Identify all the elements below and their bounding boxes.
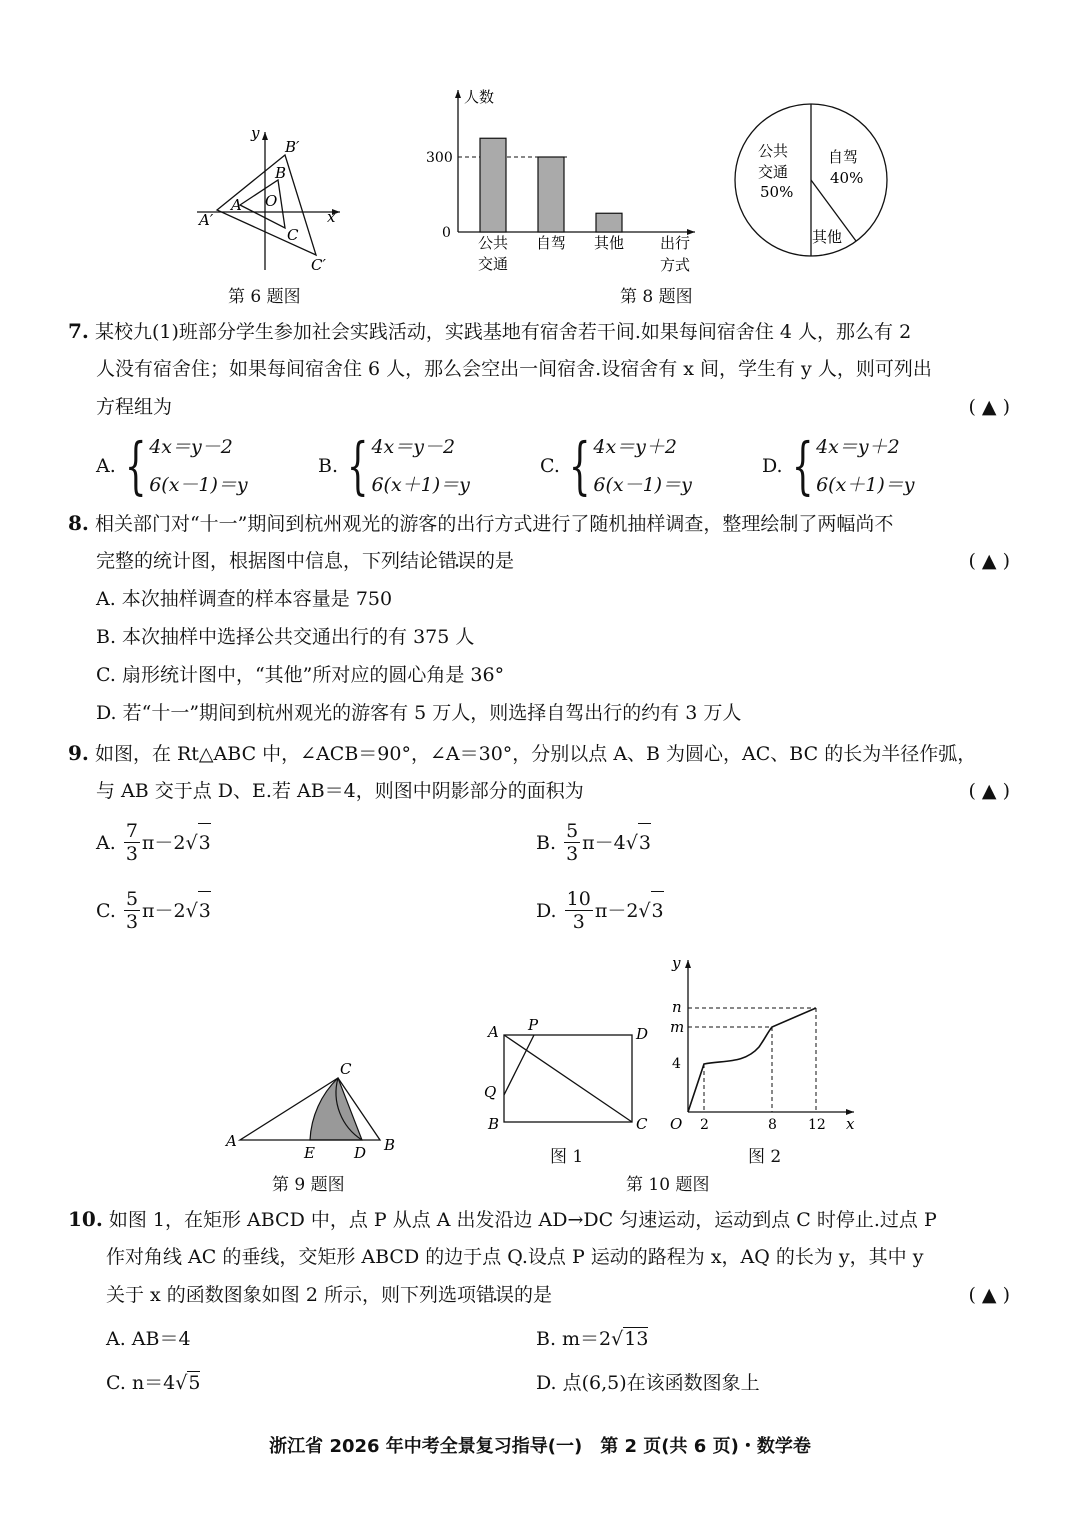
q7-c-eq2: 6(x－1)＝y — [593, 474, 692, 496]
q9-answer-mark: ( ▲ ) — [968, 780, 1010, 802]
sqrt-icon: √ — [175, 1372, 188, 1394]
q8-text-2-em: 错误 — [438, 550, 477, 572]
fig10-caption: 第 10 题图 — [626, 1175, 710, 1195]
q7-text-1: 某校九(1)班部分学生参加社会实践活动，实践基地有宿舍若干间.如果每间宿舍住 4 人，那么有 2 — [94, 321, 912, 343]
q10-option-c[interactable] — [106, 1364, 200, 1402]
bar-ylabel: 人数 — [464, 88, 495, 106]
graph-label-4: 4 — [672, 1056, 681, 1072]
q7-text-3: 方程组为 — [96, 396, 173, 418]
q7-option-a-label: A. — [96, 455, 116, 477]
brace-icon: { — [791, 429, 814, 502]
q9-d-rest: π－2 — [594, 899, 639, 922]
q7-a-eq1: 4x＝y－2 — [149, 436, 233, 458]
q8-line2 — [96, 542, 514, 580]
q9-d-rad: 3 — [651, 891, 664, 930]
brace-icon: { — [346, 429, 369, 502]
fig10-label-D: D — [636, 1025, 649, 1043]
q10-line3 — [106, 1276, 552, 1314]
q7-answer-mark: ( ▲ ) — [968, 396, 1010, 418]
q8-option-b[interactable]: B. 本次抽样中选择公共交通出行的有 375 人 — [96, 626, 475, 648]
q10-option-d[interactable]: D. 点(6,5)在该函数图象上 — [536, 1372, 760, 1394]
q10-text-2: 作对角线 AC 的垂线，交矩形 ABCD 的边于点 Q.设点 P 运动的路程为 x，AQ 的长为 y，其中 y — [106, 1246, 924, 1268]
q7-option-b[interactable] — [318, 428, 540, 504]
q9-option-b[interactable] — [536, 820, 651, 865]
pie-public-2: 交通 — [758, 163, 789, 181]
bar-origin: 0 — [442, 225, 451, 241]
fig10-label-Q: Q — [484, 1083, 497, 1101]
bar-1 — [480, 138, 506, 232]
fig8-caption: 第 8 题图 — [620, 287, 693, 307]
q9-b-num: 5 — [566, 820, 579, 842]
q7-b-eq2: 6(x＋1)＝y — [371, 474, 470, 496]
figure-8-pie-chart — [732, 100, 892, 260]
bar-xlabel-line1: 出行 — [660, 234, 691, 252]
page-footer: 浙江省 2026 年中考全景复习指导(一) 第 2 页(共 6 页)・数学卷 — [269, 1436, 811, 1457]
q9-c-rest: π－2 — [142, 899, 186, 922]
fig9-label-B: B — [384, 1136, 396, 1154]
graph-label-2: 2 — [700, 1117, 709, 1133]
sqrt-icon: √ — [611, 1328, 624, 1350]
sqrt-icon: √ — [625, 831, 638, 854]
fig6-label-y: y — [251, 124, 260, 142]
q9-a-rest: π－2 — [141, 831, 186, 854]
q7-options — [96, 428, 996, 504]
q9-option-c[interactable] — [96, 888, 211, 933]
figure-8-bar-chart — [420, 82, 710, 277]
q10-b-pre: B. m＝2 — [536, 1328, 612, 1350]
q7-b-eq1: 4x＝y－2 — [371, 436, 456, 458]
q10-text-3-em: 错误 — [475, 1284, 514, 1306]
q7-c-eq1: 4x＝y＋2 — [593, 436, 677, 458]
fig10-sub1: 图 1 — [550, 1147, 584, 1167]
q10-text-3-post: 的是 — [513, 1284, 552, 1306]
q9-c-rad: 3 — [198, 891, 211, 930]
pie-self-1: 自驾 — [828, 148, 859, 166]
q9-c-den: 3 — [125, 911, 139, 933]
q9-a-rad: 3 — [198, 823, 211, 862]
brace-icon: { — [124, 429, 147, 502]
q7-line1 — [68, 312, 911, 351]
graph-label-8: 8 — [768, 1117, 777, 1133]
fig6-label-A2: A′ — [199, 211, 214, 229]
fig9-label-E: E — [304, 1144, 315, 1162]
q9-d-label: D. — [536, 899, 557, 922]
bar-category-label-3: 其他 — [594, 234, 625, 252]
q9-c-num: 5 — [125, 888, 139, 910]
q8-number: 8. — [68, 511, 89, 535]
q7-option-d[interactable] — [762, 428, 984, 504]
q9-a-num: 7 — [125, 820, 138, 842]
q9-d-num: 10 — [566, 888, 591, 910]
graph-label-m: m — [670, 1018, 685, 1036]
fig6-label-O: O — [265, 192, 278, 210]
pie-self-pct: 40% — [830, 169, 864, 187]
q10-text-1: 如图 1，在矩形 ABCD 中，点 P 从点 A 出发沿边 AD→DC 匀速运动，运动到点 C 时停止.过点 P — [108, 1209, 937, 1231]
q10-c-rad: 5 — [188, 1372, 201, 1394]
sqrt-icon: √ — [185, 899, 198, 922]
q9-a-label: A. — [96, 831, 116, 854]
q10-number: 10. — [68, 1207, 103, 1231]
sqrt-icon: √ — [185, 831, 198, 854]
fig6-label-B: B — [275, 164, 287, 182]
q10-text-3-pre: 关于 x 的函数图象如图 2 所示，则下列选项 — [106, 1284, 476, 1306]
bar-3 — [596, 213, 622, 232]
fig6-label-B2: B′ — [285, 138, 300, 156]
q9-a-den: 3 — [125, 843, 138, 865]
brace-icon: { — [568, 429, 591, 502]
pie-public-1: 公共 — [758, 142, 789, 160]
q7-option-c-label: C. — [540, 455, 560, 477]
fig10-label-P: P — [528, 1016, 539, 1034]
q10-option-a[interactable]: A. AB＝4 — [106, 1328, 191, 1350]
fig6-label-A: A — [231, 196, 242, 214]
q7-option-c[interactable] — [540, 428, 762, 504]
q8-option-a[interactable]: A. 本次抽样调查的样本容量是 750 — [96, 588, 393, 610]
q7-a-eq2: 6(x－1)＝y — [149, 474, 248, 496]
fig10-label-A: A — [488, 1023, 499, 1041]
q10-answer-mark: ( ▲ ) — [968, 1284, 1010, 1306]
graph-label-n: n — [672, 998, 682, 1016]
q9-b-label: B. — [536, 831, 557, 854]
q9-d-den: 3 — [572, 911, 585, 933]
q7-number: 7. — [68, 319, 89, 343]
fig10-label-B: B — [488, 1115, 500, 1133]
pie-public-pct: 50% — [760, 183, 794, 201]
figure-10-graph — [664, 952, 864, 1137]
q9-b-rest: π－4 — [582, 831, 626, 854]
fig6-label-C2: C′ — [311, 256, 326, 274]
graph-label-x: x — [846, 1115, 855, 1133]
q8-option-d[interactable]: D. 若“十一”期间到杭州观光的游客有 5 万人，则选择自驾出行的约有 3 万人 — [96, 702, 742, 724]
fig6-label-x: x — [327, 208, 336, 226]
q9-number: 9. — [68, 741, 89, 765]
q10-line1 — [68, 1200, 937, 1239]
fig6-label-C: C — [287, 226, 299, 244]
fig9-label-C: C — [340, 1060, 352, 1078]
fig6-caption: 第 6 题图 — [228, 287, 301, 307]
q10-b-rad: 13 — [624, 1328, 649, 1350]
fig9-label-D: D — [354, 1144, 367, 1162]
figure-6 — [185, 120, 355, 280]
q10-c-pre: C. n＝4 — [106, 1372, 176, 1394]
q9-b-rad: 3 — [638, 823, 651, 862]
fig10-label-C: C — [636, 1115, 648, 1133]
sqrt-icon: √ — [638, 899, 651, 922]
bar-2 — [538, 157, 564, 232]
q8-line1 — [68, 504, 893, 543]
q10-option-b[interactable] — [536, 1320, 648, 1358]
q7-option-b-label: B. — [318, 455, 339, 477]
q7-option-d-label: D. — [762, 455, 783, 477]
bar-category-label-1-1: 公共 — [478, 234, 509, 252]
bar-category-label-1-2: 交通 — [478, 255, 509, 273]
q9-b-den: 3 — [566, 843, 579, 865]
bar-ytick-300: 300 — [426, 150, 453, 166]
q7-option-a[interactable] — [96, 428, 318, 504]
q8-text-2-pre: 完整的统计图，根据图中信息，下列结论 — [96, 550, 439, 572]
graph-label-y: y — [672, 954, 681, 972]
figure-10-rectangle — [480, 1015, 655, 1140]
q7-d-eq2: 6(x＋1)＝y — [816, 474, 915, 496]
graph-label-12: 12 — [808, 1117, 826, 1133]
q8-text-1: 相关部门对“十一”期间到杭州观光的游客的出行方式进行了随机抽样调查，整理绘制了两幅尚不 — [94, 513, 894, 535]
q7-d-eq1: 4x＝y＋2 — [816, 436, 900, 458]
graph-label-O: O — [670, 1115, 683, 1133]
q8-text-2-post: 的是 — [476, 550, 515, 572]
bar-category-label-2: 自驾 — [536, 234, 567, 252]
q9-c-label: C. — [96, 899, 116, 922]
pie-other: 其他 — [812, 228, 843, 246]
fig10-sub2: 图 2 — [748, 1147, 782, 1167]
q8-option-c[interactable]: C. 扇形统计图中，“其他”所对应的圆心角是 36° — [96, 664, 505, 686]
bar-xlabel-line2: 方式 — [660, 256, 691, 274]
q9-line1 — [68, 734, 976, 773]
q9-option-a[interactable] — [96, 820, 211, 865]
q7-text-2: 人没有宿舍住；如果每间宿舍住 6 人，那么会空出一间宿舍.设宿舍有 x 间，学生有 y 人，则可列出 — [96, 358, 932, 380]
figure-9 — [220, 1058, 405, 1163]
q9-text-2: 与 AB 交于点 D、E.若 AB＝4，则图中阴影部分的面积为 — [96, 780, 584, 802]
fig9-caption: 第 9 题图 — [272, 1175, 345, 1195]
q8-answer-mark: ( ▲ ) — [968, 550, 1010, 572]
fig9-label-A: A — [226, 1132, 237, 1150]
q9-text-1: 如图，在 Rt△ABC 中，∠ACB＝90°，∠A＝30°，分别以点 A、B 为圆心，AC、BC 的长为半径作弧， — [94, 743, 977, 765]
q9-option-d[interactable] — [536, 888, 664, 933]
